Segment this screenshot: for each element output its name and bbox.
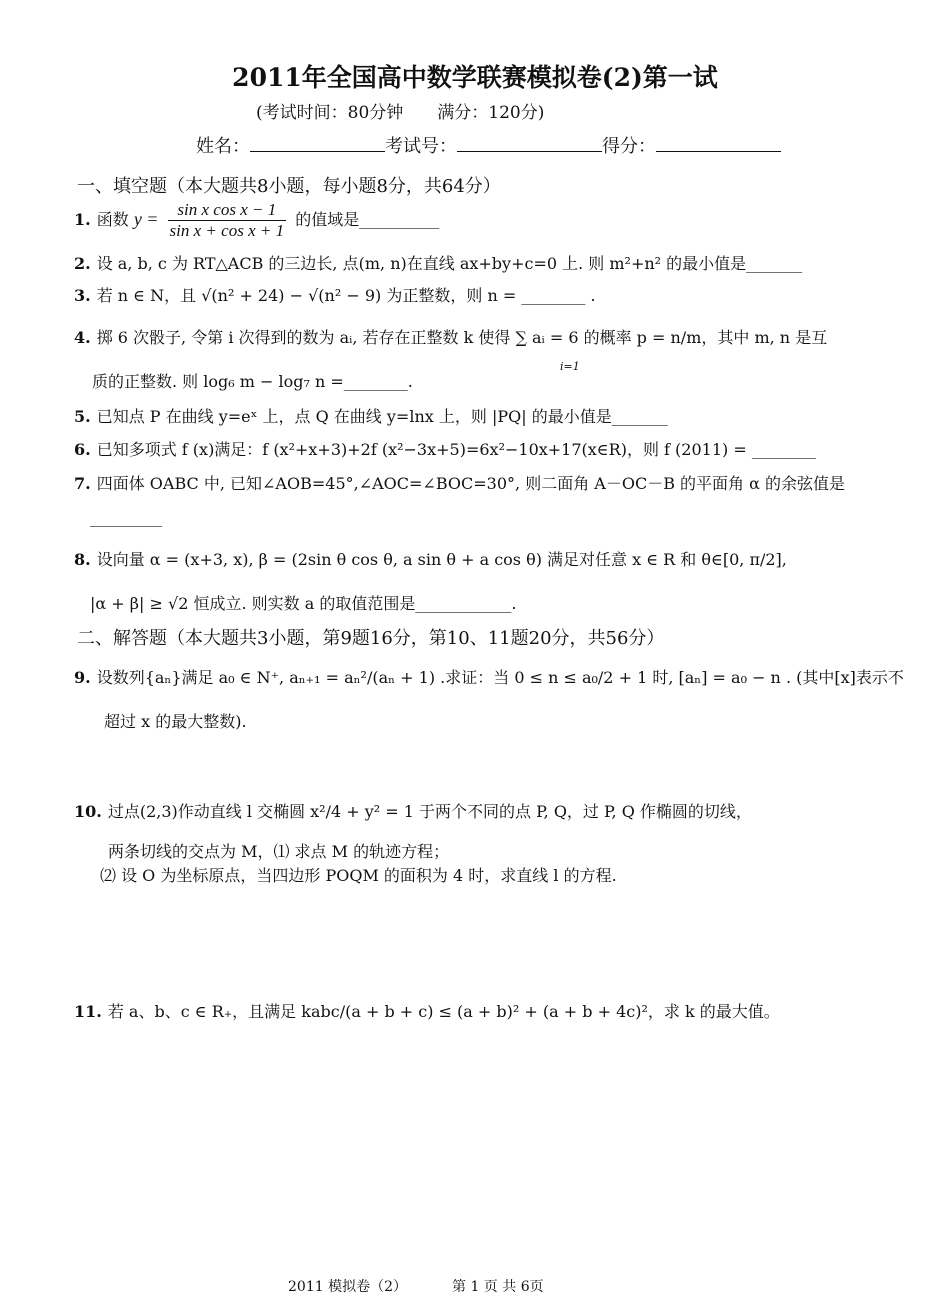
math-expression: y = — [133, 209, 159, 229]
fraction: $\frac{\text{sin x cos x − 1}}{\text{sin x + cos x + 1}}$ — [169, 200, 285, 240]
question-text: 掷 6 次骰子, 令第 i 次得到的数为 aᵢ, 若存在正整数 k 使得 ∑ aᵢ = 6 的概率 p = n/m，其中 m, n 是互 — [96, 328, 828, 347]
sum-lower-limit: i=1 — [560, 360, 580, 373]
question-number: 2. — [74, 254, 91, 273]
question-text: 的值域是__________ — [295, 210, 440, 229]
question-9-continued: 超过 x 的最大整数). — [104, 712, 247, 731]
footer-paper-label: 2011 模拟卷（2） — [288, 1279, 407, 1295]
question-number: 6. — [74, 440, 91, 459]
question-11 — [74, 1002, 780, 1022]
question-5 — [74, 407, 668, 427]
question-text: 已知多项式 f (x)满足：f (x²+x+3)+2f (x²−3x+5)=6x²−10x+17(x∈R)，则 f (2011) = ________ — [96, 440, 816, 459]
exam-info: (考试时间：80分钟 满分：120分) — [256, 103, 545, 123]
question-6 — [74, 440, 816, 460]
question-number: 9. — [74, 668, 91, 687]
page-title: 2011年全国高中数学联赛模拟卷(2)第一试 — [232, 63, 718, 92]
question-text: 函数 — [96, 210, 129, 229]
question-number: 5. — [74, 407, 91, 426]
score-label: 得分： — [602, 136, 656, 157]
question-7-answer-blank: _________ — [90, 508, 162, 527]
exam-no-blank — [457, 135, 602, 152]
question-number: 1. — [74, 210, 91, 229]
section-heading-fill-in: 一、填空题（本大题共8小题，每小题8分，共64分） — [77, 176, 501, 197]
question-2 — [74, 254, 802, 274]
question-text: 设向量 α = (x+3, x), β = (2sin θ cos θ, a sin θ + a cos θ) 满足对任意 x ∈ R 和 θ∈[0, π/2], — [96, 550, 787, 569]
question-text: 设 a, b, c 为 RT△ACB 的三边长, 点(m, n)在直线 ax+by+c=0 上. 则 m²+n² 的最小值是_______ — [96, 254, 803, 273]
name-label: 姓名： — [196, 136, 250, 157]
question-text: 若 n ∈ N，且 √(n² + 24) − √(n² − 9) 为正整数，则 n = ________ . — [96, 286, 596, 305]
question-7 — [74, 474, 845, 494]
question-1 — [74, 200, 439, 241]
question-10-part-2: ⑵ 设 O 为坐标原点，当四边形 POQM 的面积为 4 时，求直线 l 的方程. — [100, 866, 617, 885]
question-4 — [74, 328, 827, 348]
question-8-continued: |α + β| ≥ √2 恒成立. 则实数 a 的取值范围是____________. — [90, 594, 517, 613]
question-text: 设数列{aₙ}满足 a₀ ∈ N⁺, aₙ₊₁ = aₙ²/(aₙ + 1) .求证：当 0 ≤ n ≤ a₀/2 + 1 时, [aₙ] = a₀ − n . (其中[x]表示不 — [96, 668, 904, 687]
question-9 — [74, 668, 904, 688]
question-3 — [74, 286, 596, 306]
question-number: 3. — [74, 286, 91, 305]
question-10 — [74, 802, 752, 822]
question-number: 4. — [74, 328, 91, 347]
exam-no-label: 考试号： — [385, 136, 457, 157]
section-heading-solutions: 二、解答题（本大题共3小题，第9题16分，第10、11题20分，共56分） — [77, 628, 665, 649]
name-blank — [250, 135, 385, 152]
question-number: 7. — [74, 474, 91, 493]
question-text: 若 a、b、c ∈ R₊，且满足 kabc/(a + b + c) ≤ (a + b)² + (a + b + 4c)²，求 k 的最大值。 — [107, 1002, 780, 1021]
question-number: 10. — [74, 802, 102, 821]
question-number: 11. — [74, 1002, 102, 1021]
score-blank — [656, 135, 781, 152]
question-text: 过点(2,3)作动直线 l 交椭圆 x²/4 + y² = 1 于两个不同的点 P, Q，过 P, Q 作椭圆的切线， — [107, 802, 752, 821]
question-8 — [74, 550, 787, 570]
question-text: 四面体 OABC 中, 已知∠AOB=45°,∠AOC=∠BOC=30°, 则二面角 A－OC－B 的平面角 α 的余弦值是 — [96, 474, 846, 493]
question-text: 已知点 P 在曲线 y=eˣ 上，点 Q 在曲线 y=lnx 上，则 |PQ| 的最小值是_______ — [96, 407, 668, 426]
question-number: 8. — [74, 550, 91, 569]
footer-page-number: 第 1 页 共 6页 — [452, 1279, 544, 1295]
student-info-line — [196, 132, 781, 158]
question-4-continued: 质的正整数. 则 log₆ m − log₇ n =________. — [92, 372, 413, 391]
question-10-part-1: 两条切线的交点为 M，⑴ 求点 M 的轨迹方程； — [108, 842, 450, 861]
